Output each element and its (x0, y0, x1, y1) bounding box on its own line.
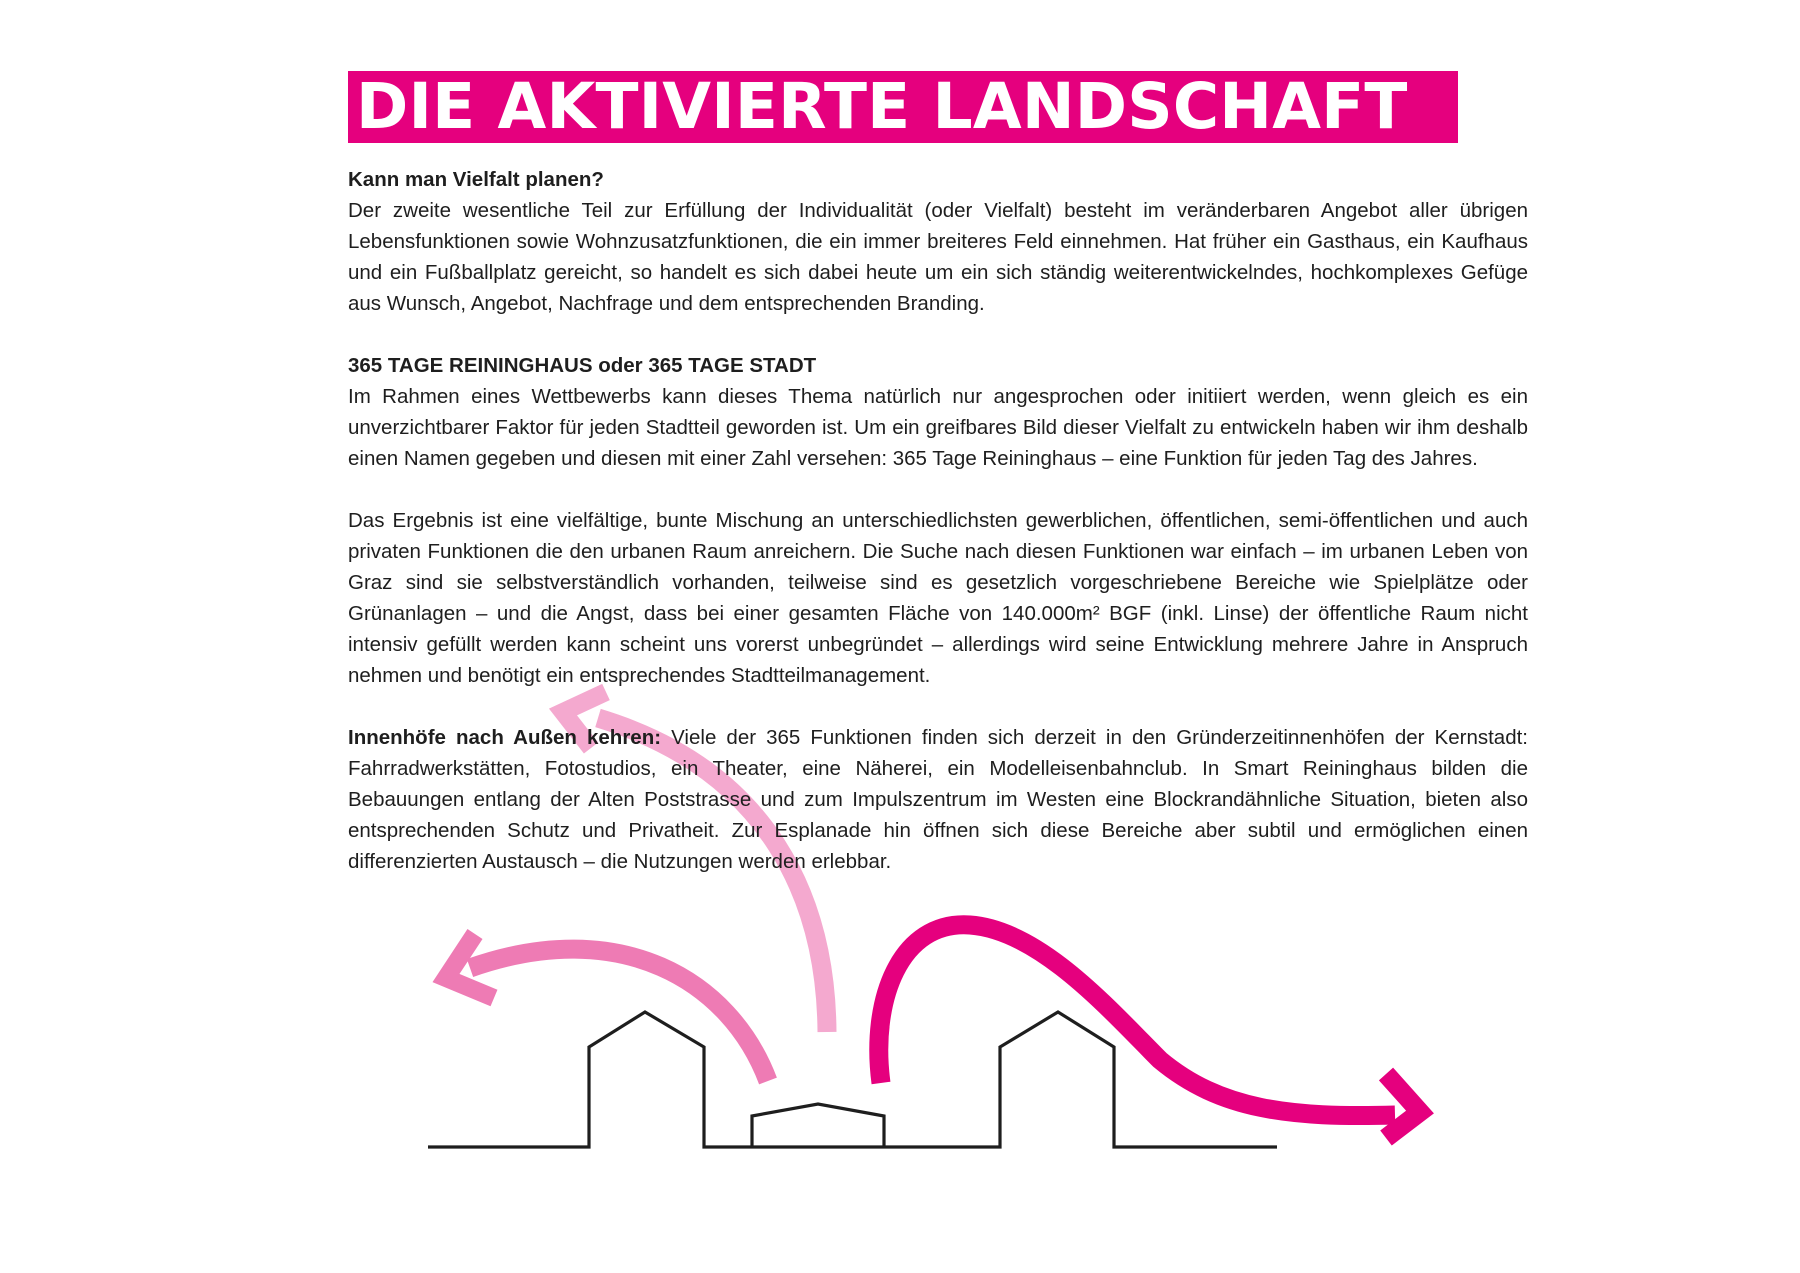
arrow-left-shaft (470, 949, 768, 1081)
title-banner (348, 71, 1458, 143)
section4-lead: Innenhöfe nach Außen kehren: (348, 726, 662, 749)
arrow-right-shaft (879, 925, 1395, 1116)
ground-and-houses (428, 1012, 1277, 1147)
page-title: DIE AKTIVIERTE LANDSCHAFT (348, 71, 1458, 143)
section2-heading: 365 TAGE REININGHAUS oder 365 TAGE STADT (348, 354, 817, 377)
section1-heading: Kann man Vielfalt planen? (348, 168, 604, 191)
section4-body: Viele der 365 Funktionen finden sich derzeit in den Gründerzeitinnenhöfen der Kernstadt: Fahrradwerkstätten, Fotostudios, ein Theater, eine Näherei, ein Modelleisenbahnclub. In Smart Reininghaus bilden die Bebauungen entlang der Alten Poststrasse und zum Impulszentrum im Westen eine Blockrandähnliche Situation, bieten also entsprechenden Schutz und Privatheit. Zur Esplanade hin öffnen sich diese Bereiche aber subtil und ermöglichen einen differenzierten Austausch – die Nutzungen werden erlebbar. (348, 726, 1528, 873)
text-body (348, 164, 1528, 877)
section4-paragraph (348, 722, 1528, 877)
section2-body: Im Rahmen eines Wettbewerbs kann dieses Thema natürlich nur angesprochen oder initiiert werden, wenn gleich es ein unverzichtbarer Faktor für jeden Stadtteil geworden ist. Um ein greifbares Bild dieser Vielfalt zu entwickeln haben wir ihm deshalb einen Namen gegeben und diesen mit einer Zahl versehen: 365 Tage Reininghaus – eine Funktion für jeden Tag des Jahres. (348, 385, 1528, 470)
paragraph-gap (348, 691, 1528, 722)
section1-body: Der zweite wesentliche Teil zur Erfüllung der Individualität (oder Vielfalt) besteht im veränderbaren Angebot aller übrigen Lebensfunktionen sowie Wohnzusatzfunktionen, die ein immer breiteres Feld einnehmen. Hat früher ein Gasthaus, ein Kaufhaus und ein Fußballplatz gereicht, so handelt es sich dabei heute um ein sich ständig weiterentwickelndes, hochkomplexes Gefüge aus Wunsch, Angebot, Nachfrage und dem entsprechenden Branding. (348, 199, 1528, 315)
paragraph-gap (348, 474, 1528, 505)
section3-body: Das Ergebnis ist eine vielfältige, bunte Mischung an unterschiedlichsten gewerblichen, öffentlichen, semi-öffentlichen und auch privaten Funktionen die den urbanen Raum anreichern. Die Suche nach diesen Funktionen war einfach – im urbanen Leben von Graz sind sie selbstverständlich vorhanden, teilweise sind es gesetzlich vorgeschriebene Bereiche wie Spielplätze oder Grünanlagen – und die Angst, dass bei einer gesamten Fläche von 140.000m² BGF (inkl. Linse) der öffentliche Raum nicht intensiv gefüllt werden kann scheint uns vorerst unbegründet – allerdings wird seine Entwicklung mehrere Jahre in Anspruch nehmen und benötigt ein entsprechendes Stadtteilmanagement. (348, 509, 1528, 687)
paragraph-gap (348, 319, 1528, 350)
